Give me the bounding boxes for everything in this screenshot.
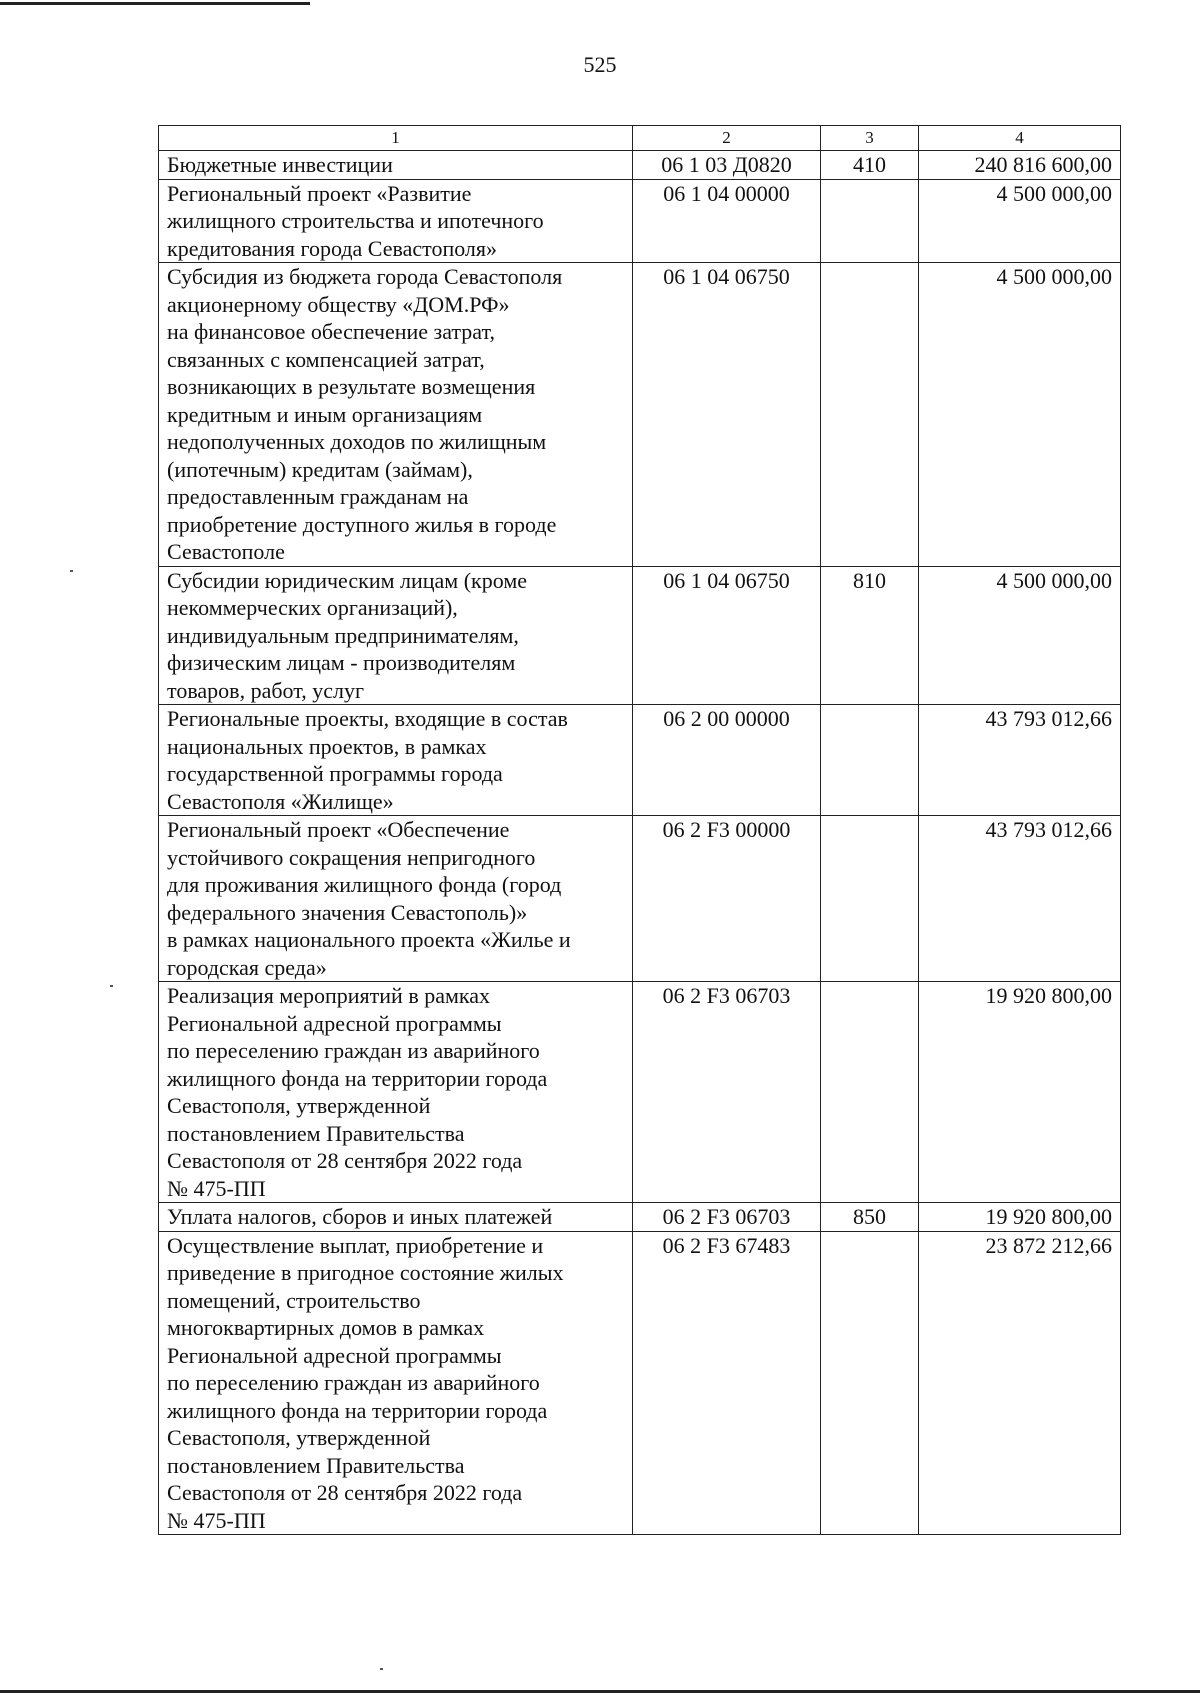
table-row (159, 566, 1121, 705)
row-name: Бюджетные инвестиции (159, 151, 633, 180)
column-header-4: 4 (919, 126, 1121, 151)
table-row (159, 179, 1121, 263)
row-amount: 4 500 000,00 (919, 179, 1121, 263)
row-expense-type (821, 816, 919, 982)
budget-table (158, 125, 1121, 1535)
row-name: Региональный проект «Обеспечение устойчивого сокращения непригодного для проживания жилищного фонда (город федерального значения Севастополь)» в рамках национального проекта «Жилье и городская среда» (159, 816, 633, 982)
row-name: Субсидии юридическим лицам (кроме некоммерческих организаций), индивидуальным предпринимателям, физическим лицам - производителям товаров, работ, услуг (159, 566, 633, 705)
table-row (159, 1231, 1121, 1535)
scan-speck (380, 1668, 383, 1670)
scan-speck (70, 570, 73, 572)
row-amount: 4 500 000,00 (919, 566, 1121, 705)
row-code: 06 1 03 Д0820 (633, 151, 821, 180)
row-expense-type (821, 263, 919, 567)
row-code: 06 1 04 06750 (633, 263, 821, 567)
row-expense-type (821, 705, 919, 816)
table-row (159, 816, 1121, 982)
table-row (159, 1203, 1121, 1232)
row-expense-type: 810 (821, 566, 919, 705)
table-row (159, 151, 1121, 180)
row-expense-type: 850 (821, 1203, 919, 1232)
row-code: 06 2 F3 06703 (633, 982, 821, 1203)
row-expense-type (821, 179, 919, 263)
row-expense-type: 410 (821, 151, 919, 180)
bottom-margin-rule (0, 1690, 1200, 1693)
top-margin-rule (0, 2, 310, 5)
row-code: 06 2 F3 67483 (633, 1231, 821, 1535)
table-row (159, 705, 1121, 816)
table-row (159, 982, 1121, 1203)
row-amount: 43 793 012,66 (919, 705, 1121, 816)
table-header-row (159, 126, 1121, 151)
row-code: 06 2 00 00000 (633, 705, 821, 816)
row-amount: 4 500 000,00 (919, 263, 1121, 567)
row-expense-type (821, 1231, 919, 1535)
row-name: Региональные проекты, входящие в состав национальных проектов, в рамках государственной программы города Севастополя «Жилище» (159, 705, 633, 816)
row-code: 06 2 F3 00000 (633, 816, 821, 982)
table-row (159, 263, 1121, 567)
page-number: 525 (583, 52, 617, 77)
row-name: Уплата налогов, сборов и иных платежей (159, 1203, 633, 1232)
row-name: Региональный проект «Развитие жилищного строительства и ипотечного кредитования города Севастополя» (159, 179, 633, 263)
row-name: Реализация мероприятий в рамках Региональной адресной программы по переселению граждан из аварийного жилищного фонда на территории города Севастополя, утвержденной постановлением Правительства Севастополя от 28 сентября 2022 года № 475-ПП (159, 982, 633, 1203)
row-code: 06 1 04 00000 (633, 179, 821, 263)
column-header-1: 1 (159, 126, 633, 151)
row-amount: 23 872 212,66 (919, 1231, 1121, 1535)
column-header-2: 2 (633, 126, 821, 151)
row-expense-type (821, 982, 919, 1203)
row-amount: 19 920 800,00 (919, 1203, 1121, 1232)
row-amount: 43 793 012,66 (919, 816, 1121, 982)
row-amount: 240 816 600,00 (919, 151, 1121, 180)
row-code: 06 1 04 06750 (633, 566, 821, 705)
row-amount: 19 920 800,00 (919, 982, 1121, 1203)
row-name: Субсидия из бюджета города Севастополя акционерному обществу «ДОМ.РФ» на финансовое обеспечение затрат, связанных с компенсацией затрат, возникающих в результате возмещения кредитным и иным организациям недополученных доходов по жилищным (ипотечным) кредитам (займам), предоставленным гражданам на приобретение доступного жилья в городе Севастополе (159, 263, 633, 567)
row-name: Осуществление выплат, приобретение и приведение в пригодное состояние жилых помещений, строительство многоквартирных домов в рамках Региональной адресной программы по переселению граждан из аварийного жилищного фонда на территории города Севастополя, утвержденной постановлением Правительства Севастополя от 28 сентября 2022 года № 475-ПП (159, 1231, 633, 1535)
row-code: 06 2 F3 06703 (633, 1203, 821, 1232)
column-header-3: 3 (821, 126, 919, 151)
scan-speck (110, 985, 113, 987)
